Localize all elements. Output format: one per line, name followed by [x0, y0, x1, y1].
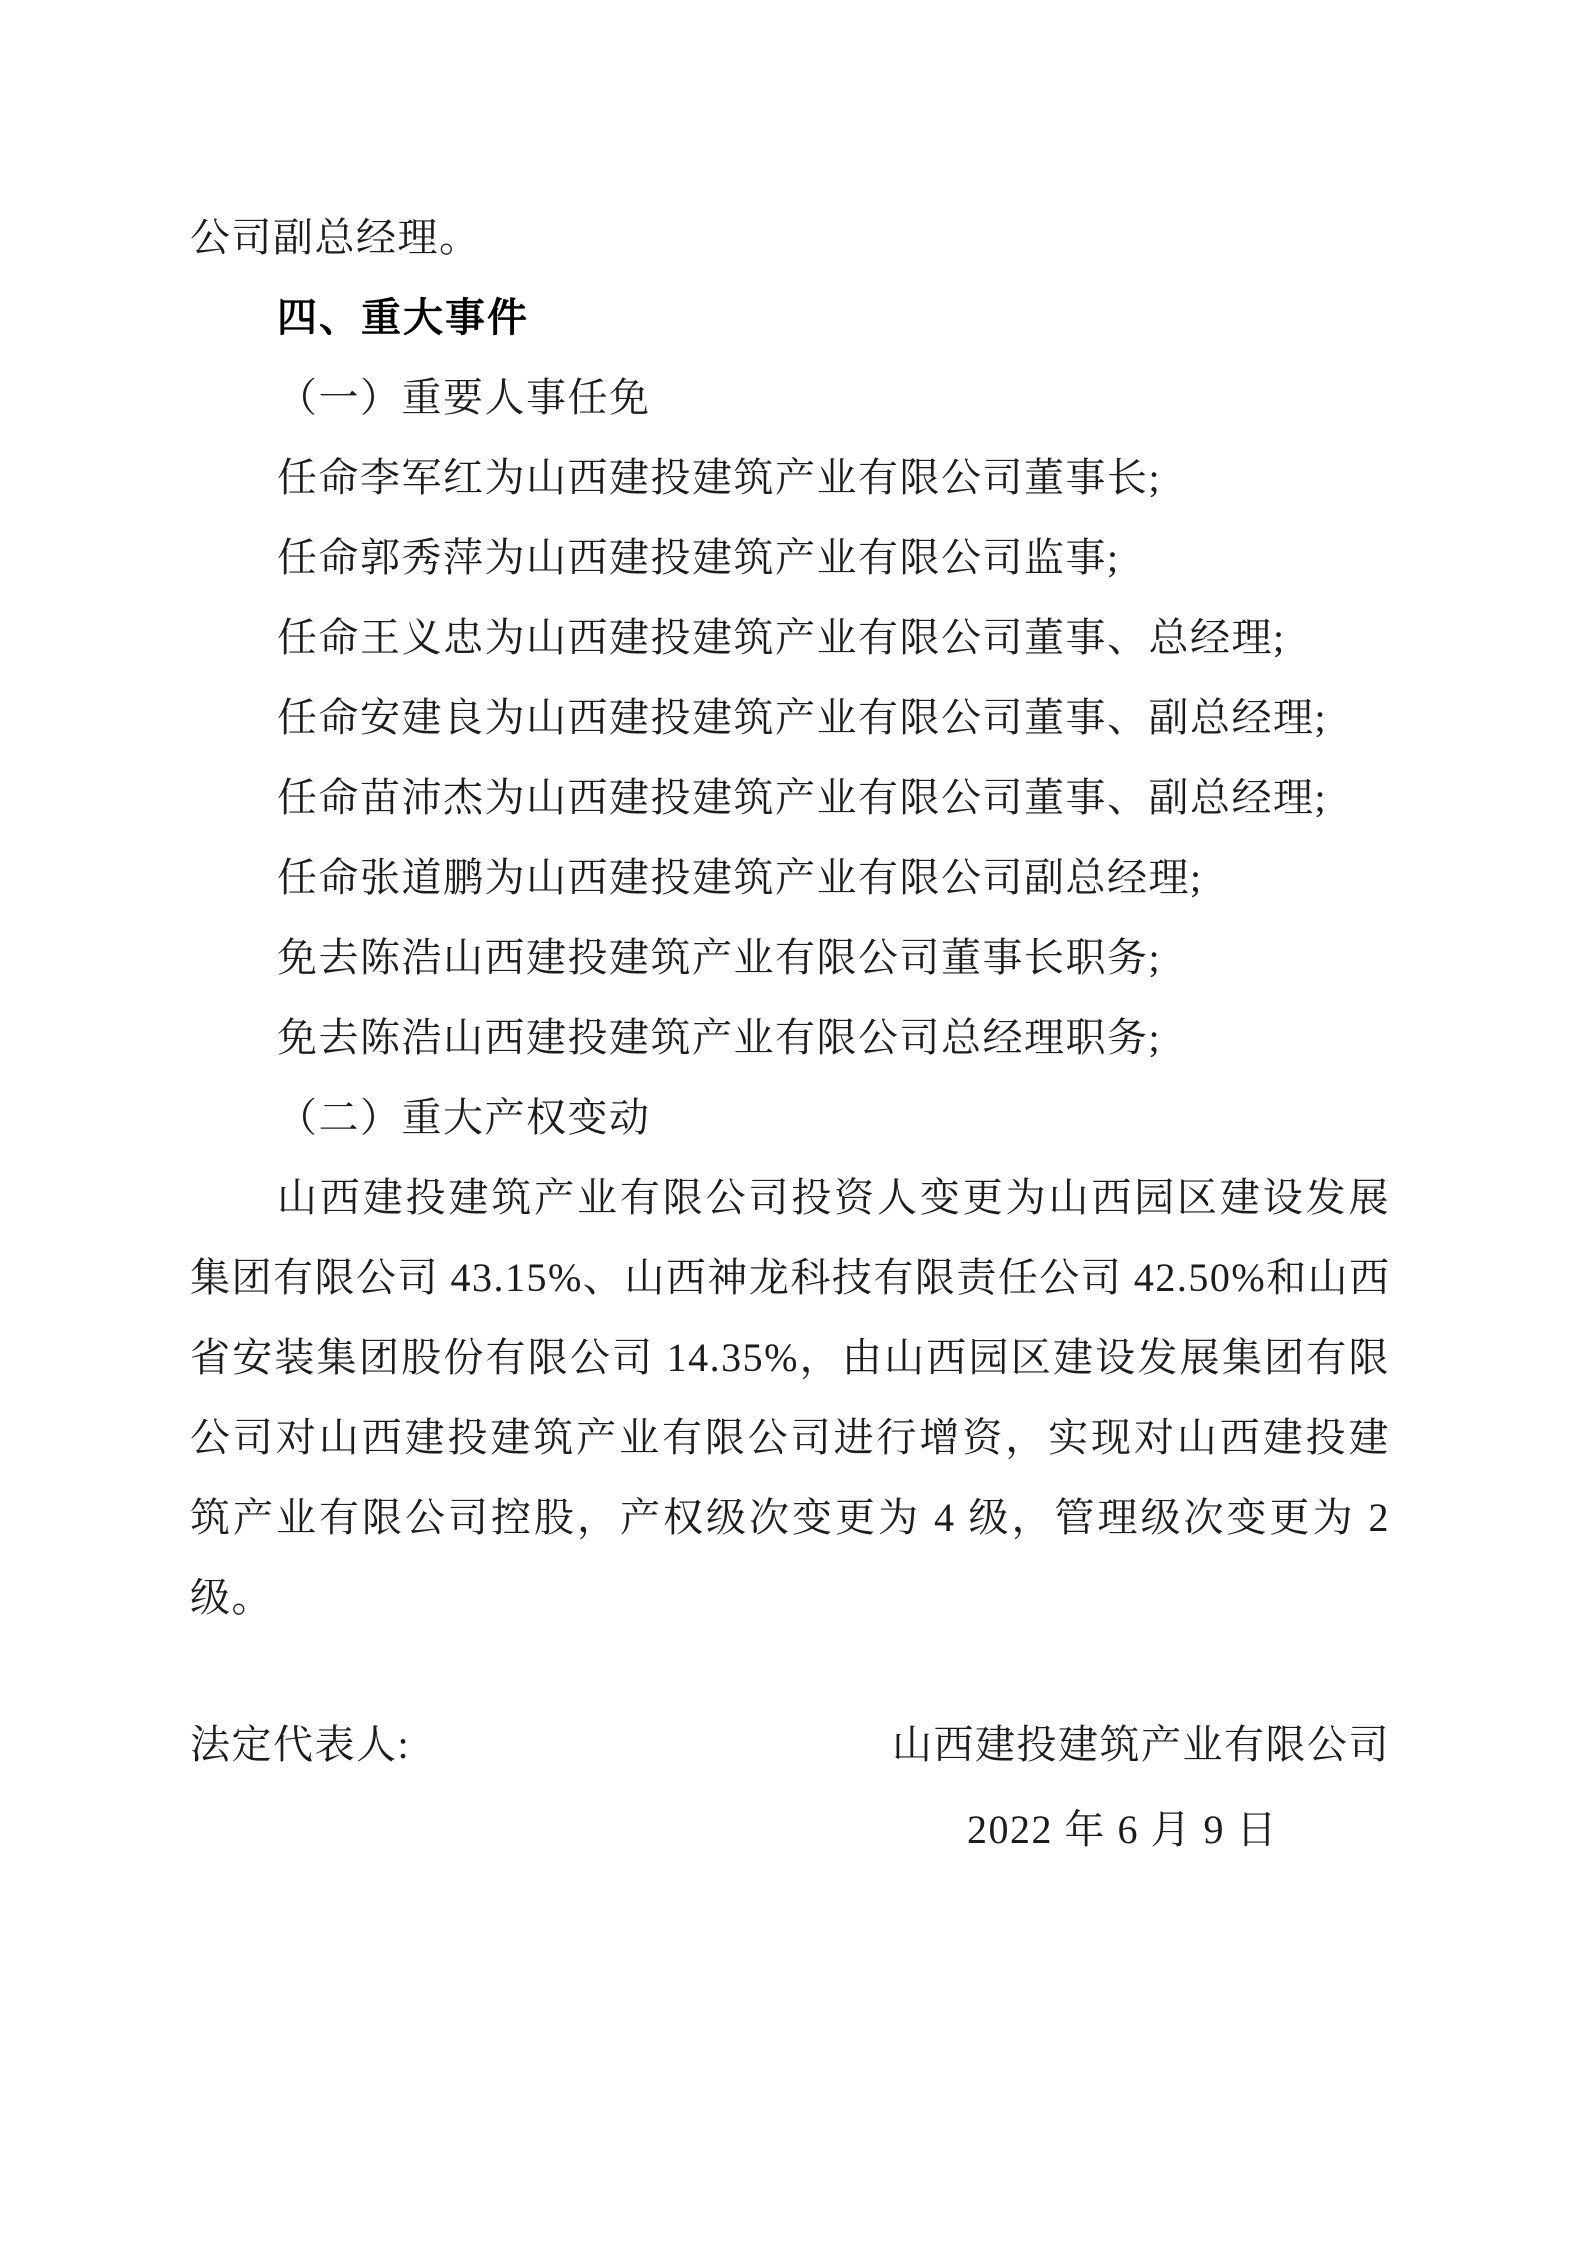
legal-representative-label: 法定代表人: [190, 1722, 411, 1767]
equity-change-line: 省安装集团股份有限公司 14.35%，由山西园区建设发展集团有限 [190, 1335, 1390, 1380]
signature-row [190, 1705, 1390, 1785]
personnel-removal-line: 免去陈浩山西建投建筑产业有限公司董事长职务; [277, 935, 1162, 980]
equity-change-line: 筑产业有限公司控股，产权级次变更为 4 级，管理级次变更为 2 [190, 1495, 1390, 1540]
subsection-1-heading: （一）重要人事任免 [277, 375, 651, 420]
equity-change-line: 公司对山西建投建筑产业有限公司进行增资，实现对山西建投建 [190, 1415, 1390, 1460]
subsection-2-heading: （二）重大产权变动 [277, 1095, 651, 1140]
carryover-text: 公司副总经理。 [190, 215, 481, 260]
issuing-company-name: 山西建投建筑产业有限公司 [892, 1722, 1390, 1767]
personnel-removal-line: 免去陈浩山西建投建筑产业有限公司总经理职务; [277, 1015, 1162, 1060]
document-date: 2022 年 6 月 9 日 [967, 1807, 1278, 1852]
equity-change-line-last: 级。 [190, 1575, 273, 1620]
document-date-row [190, 1790, 1390, 1870]
personnel-appointment-line: 任命李军红为山西建投建筑产业有限公司董事长; [277, 455, 1162, 500]
personnel-appointment-line: 任命郭秀萍为山西建投建筑产业有限公司监事; [277, 535, 1120, 580]
document-body [190, 198, 1390, 1870]
equity-change-line: 集团有限公司 43.15%、山西神龙科技有限责任公司 42.50%和山西 [190, 1255, 1391, 1300]
personnel-appointment-line: 任命苗沛杰为山西建投建筑产业有限公司董事、副总经理; [277, 775, 1328, 820]
personnel-appointment-line: 任命安建良为山西建投建筑产业有限公司董事、副总经理; [277, 695, 1328, 740]
personnel-appointment-line: 任命王义忠为山西建投建筑产业有限公司董事、总经理; [277, 615, 1286, 660]
section-heading-major-events: 四、重大事件 [277, 296, 529, 340]
equity-change-line: 山西建投建筑产业有限公司投资人变更为山西园区建设发展 [277, 1175, 1390, 1220]
personnel-appointment-line: 任命张道鹏为山西建投建筑产业有限公司副总经理; [277, 855, 1203, 900]
